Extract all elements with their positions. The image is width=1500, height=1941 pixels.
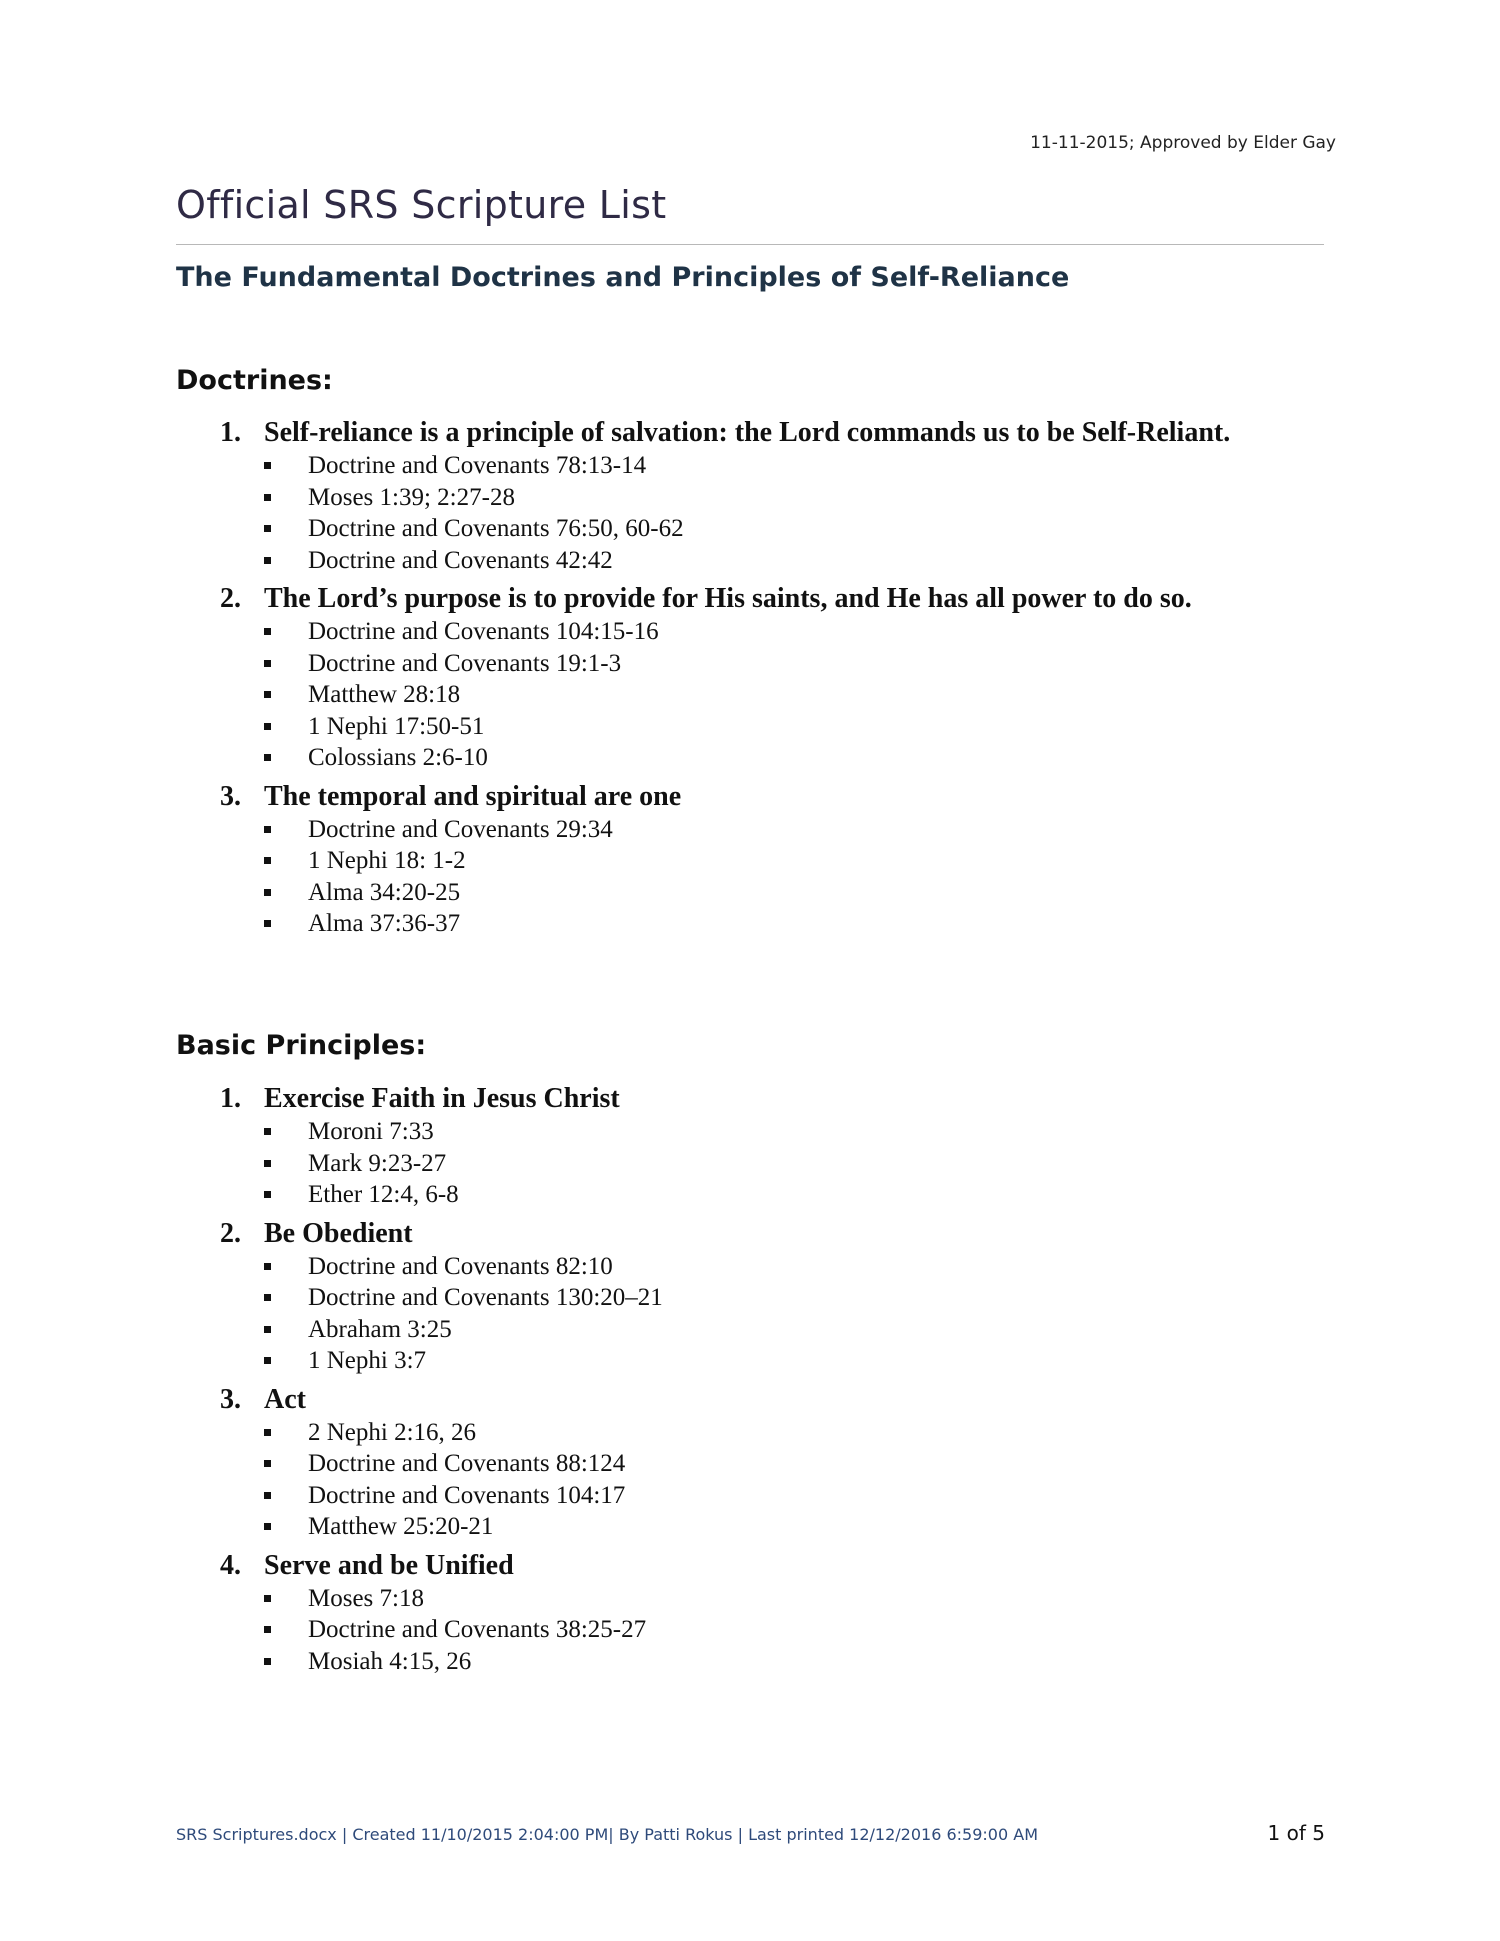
item-heading bbox=[176, 1217, 1326, 1251]
scripture-reference bbox=[308, 1345, 1326, 1377]
item-number: 1. bbox=[220, 417, 241, 448]
scripture-reference bbox=[308, 814, 1326, 846]
list-item bbox=[176, 1383, 1326, 1543]
item-number: 3. bbox=[220, 1383, 241, 1415]
item-text: Serve and be Unified bbox=[264, 1549, 514, 1581]
square-bullet-icon bbox=[264, 1492, 271, 1499]
square-bullet-icon bbox=[264, 754, 271, 761]
scripture-reference bbox=[308, 648, 1326, 680]
scripture-reference bbox=[308, 1448, 1326, 1480]
reference-text: Doctrine and Covenants 104:15-16 bbox=[308, 618, 659, 645]
footer-document-info: SRS Scriptures.docx | Created 11/10/2015 2:04:00 PM| By Patti Rokus | Last printed 12/12/2016 6:59:00 AM bbox=[176, 1825, 1038, 1844]
item-heading bbox=[176, 1082, 1326, 1116]
reference-text: Ether 12:4, 6-8 bbox=[308, 1181, 459, 1208]
reference-text: Mosiah 4:15, 26 bbox=[308, 1647, 472, 1675]
item-text: Exercise Faith in Jesus Christ bbox=[264, 1083, 620, 1114]
scripture-reference bbox=[308, 545, 1326, 577]
reference-text: Doctrine and Covenants 82:10 bbox=[308, 1252, 613, 1280]
scripture-reference bbox=[308, 616, 1326, 648]
doctrines-list bbox=[176, 416, 1326, 946]
reference-text: Alma 34:20-25 bbox=[308, 878, 461, 906]
scripture-reference bbox=[308, 482, 1326, 514]
square-bullet-icon bbox=[264, 826, 271, 833]
scripture-reference bbox=[308, 450, 1326, 482]
scripture-reference bbox=[308, 1417, 1326, 1449]
reference-text: Colossians 2:6-10 bbox=[308, 744, 488, 771]
list-item bbox=[176, 1549, 1326, 1678]
list-item bbox=[176, 1217, 1326, 1377]
square-bullet-icon bbox=[264, 494, 271, 501]
square-bullet-icon bbox=[264, 557, 271, 564]
list-item bbox=[176, 780, 1326, 940]
item-text: Be Obedient bbox=[264, 1217, 413, 1249]
reference-text: Abraham 3:25 bbox=[308, 1315, 452, 1343]
reference-text: Moses 1:39; 2:27-28 bbox=[308, 483, 515, 511]
item-text: The temporal and spiritual are one bbox=[264, 780, 682, 812]
item-number: 1. bbox=[220, 1083, 241, 1114]
reference-text: 1 Nephi 18: 1-2 bbox=[308, 847, 466, 874]
list-item bbox=[176, 582, 1326, 774]
item-number: 2. bbox=[220, 1217, 241, 1249]
scripture-reference bbox=[308, 1179, 1326, 1211]
scripture-reference bbox=[308, 1646, 1326, 1678]
square-bullet-icon bbox=[264, 1191, 271, 1198]
scripture-reference bbox=[308, 1614, 1326, 1646]
reference-text: Doctrine and Covenants 88:124 bbox=[308, 1450, 626, 1477]
item-heading bbox=[176, 582, 1326, 616]
square-bullet-icon bbox=[264, 1263, 271, 1270]
item-heading bbox=[176, 1549, 1326, 1583]
scripture-reference bbox=[308, 711, 1326, 743]
square-bullet-icon bbox=[264, 462, 271, 469]
square-bullet-icon bbox=[264, 1595, 271, 1602]
scripture-references bbox=[176, 814, 1326, 940]
reference-text: Moroni 7:33 bbox=[308, 1118, 434, 1145]
principles-heading: Basic Principles: bbox=[176, 1030, 427, 1061]
reference-text: Doctrine and Covenants 78:13-14 bbox=[308, 452, 647, 479]
reference-text: Matthew 25:20-21 bbox=[308, 1513, 494, 1540]
scripture-reference bbox=[308, 1282, 1326, 1314]
scripture-reference bbox=[308, 845, 1326, 877]
reference-text: Doctrine and Covenants 42:42 bbox=[308, 546, 613, 574]
list-item bbox=[176, 1082, 1326, 1211]
scripture-reference bbox=[308, 908, 1326, 940]
square-bullet-icon bbox=[264, 1326, 271, 1333]
reference-text: Moses 7:18 bbox=[308, 1584, 424, 1612]
scripture-references bbox=[176, 1116, 1326, 1211]
square-bullet-icon bbox=[264, 691, 271, 698]
doctrines-heading: Doctrines: bbox=[176, 365, 333, 396]
scripture-reference bbox=[308, 1314, 1326, 1346]
document-title: Official SRS Scripture List bbox=[176, 183, 667, 227]
principles-list bbox=[176, 1082, 1326, 1683]
approval-note: 11-11-2015; Approved by Elder Gay bbox=[1030, 133, 1336, 153]
item-number: 3. bbox=[220, 780, 241, 812]
square-bullet-icon bbox=[264, 1128, 271, 1135]
title-divider bbox=[176, 244, 1324, 245]
reference-text: Mark 9:23-27 bbox=[308, 1149, 447, 1177]
scripture-references bbox=[176, 1583, 1326, 1678]
scripture-reference bbox=[308, 1480, 1326, 1512]
square-bullet-icon bbox=[264, 1523, 271, 1530]
item-heading bbox=[176, 416, 1326, 450]
scripture-reference bbox=[308, 513, 1326, 545]
square-bullet-icon bbox=[264, 525, 271, 532]
item-heading bbox=[176, 780, 1326, 814]
square-bullet-icon bbox=[264, 1658, 271, 1665]
reference-text: Alma 37:36-37 bbox=[308, 910, 461, 937]
reference-text: Matthew 28:18 bbox=[308, 681, 461, 708]
item-text: Self-reliance is a principle of salvation: the Lord commands us to be Self-Reliant. bbox=[264, 417, 1231, 448]
item-heading bbox=[176, 1383, 1326, 1417]
item-text: The Lord’s purpose is to provide for His saints, and He has all power to do so. bbox=[264, 583, 1192, 614]
scripture-reference bbox=[308, 679, 1326, 711]
item-number: 4. bbox=[220, 1549, 241, 1581]
item-number: 2. bbox=[220, 583, 241, 614]
list-item bbox=[176, 416, 1326, 576]
page-number: 1 of 5 bbox=[1267, 1821, 1325, 1845]
square-bullet-icon bbox=[264, 660, 271, 667]
reference-text: Doctrine and Covenants 130:20–21 bbox=[308, 1284, 663, 1311]
reference-text: 1 Nephi 17:50-51 bbox=[308, 712, 485, 740]
reference-text: Doctrine and Covenants 19:1-3 bbox=[308, 649, 622, 677]
reference-text: Doctrine and Covenants 29:34 bbox=[308, 815, 613, 843]
square-bullet-icon bbox=[264, 1294, 271, 1301]
scripture-reference bbox=[308, 877, 1326, 909]
square-bullet-icon bbox=[264, 1160, 271, 1167]
square-bullet-icon bbox=[264, 889, 271, 896]
scripture-references bbox=[176, 450, 1326, 576]
reference-text: Doctrine and Covenants 38:25-27 bbox=[308, 1616, 647, 1643]
square-bullet-icon bbox=[264, 920, 271, 927]
scripture-reference bbox=[308, 742, 1326, 774]
reference-text: 1 Nephi 3:7 bbox=[308, 1347, 427, 1374]
scripture-reference bbox=[308, 1511, 1326, 1543]
scripture-references bbox=[176, 1417, 1326, 1543]
reference-text: 2 Nephi 2:16, 26 bbox=[308, 1418, 477, 1446]
scripture-reference bbox=[308, 1148, 1326, 1180]
scripture-reference bbox=[308, 1116, 1326, 1148]
document-subtitle: The Fundamental Doctrines and Principles of Self-Reliance bbox=[176, 262, 1070, 293]
square-bullet-icon bbox=[264, 1429, 271, 1436]
square-bullet-icon bbox=[264, 1357, 271, 1364]
reference-text: Doctrine and Covenants 104:17 bbox=[308, 1481, 626, 1509]
scripture-references bbox=[176, 616, 1326, 774]
square-bullet-icon bbox=[264, 1460, 271, 1467]
reference-text: Doctrine and Covenants 76:50, 60-62 bbox=[308, 515, 684, 542]
scripture-references bbox=[176, 1251, 1326, 1377]
square-bullet-icon bbox=[264, 723, 271, 730]
square-bullet-icon bbox=[264, 857, 271, 864]
item-text: Act bbox=[264, 1383, 306, 1415]
scripture-reference bbox=[308, 1583, 1326, 1615]
square-bullet-icon bbox=[264, 628, 271, 635]
scripture-reference bbox=[308, 1251, 1326, 1283]
square-bullet-icon bbox=[264, 1626, 271, 1633]
